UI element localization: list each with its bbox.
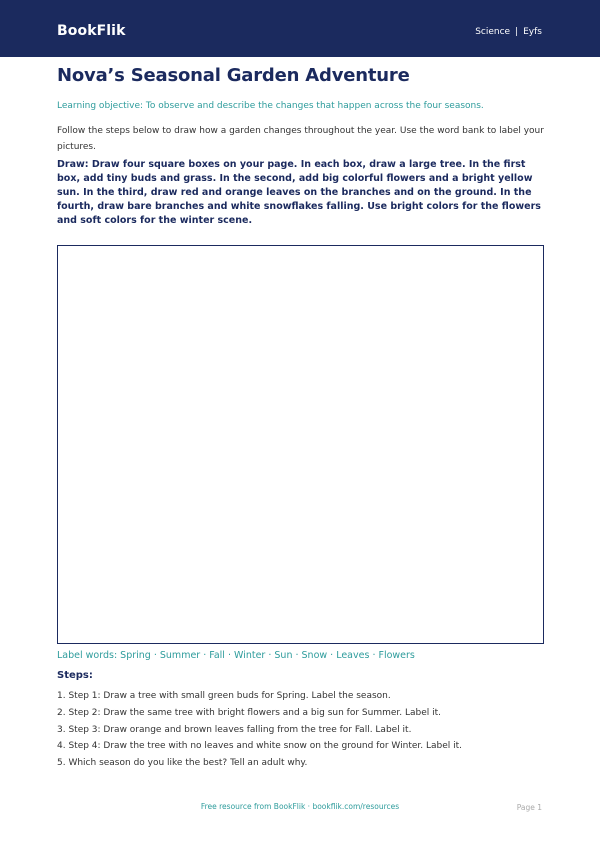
- brand-logo[interactable]: BookFlik: [57, 23, 126, 39]
- page-title: Nova’s Seasonal Garden Adventure: [57, 65, 410, 86]
- subject-breadcrumb: [475, 27, 542, 37]
- subject-label: Science: [475, 27, 511, 37]
- breadcrumb-separator: |: [515, 27, 519, 37]
- step-item: 3. Step 3: Draw orange and brown leaves falling from the tree for Fall. Label it.: [57, 724, 412, 735]
- level-label: Eyfs: [523, 27, 542, 37]
- steps-list: [57, 688, 462, 772]
- step-item: 5. Which season do you like the best? Tell an adult why.: [57, 758, 308, 769]
- step-item: 4. Step 4: Draw the tree with no leaves and white snow on the ground for Winter. Label it.: [57, 741, 463, 752]
- intro-text: Follow the steps below to draw how a garden changes throughout the year. Use the word bank to label your pictures.: [57, 126, 544, 152]
- page-number: Page 1: [516, 803, 542, 812]
- learning-objective: Learning objective: To observe and describe the changes that happen across the four seasons.: [57, 101, 484, 111]
- footer-link[interactable]: Free resource from BookFlik · bookflik.com/resources: [200, 802, 400, 811]
- step-item: 1. Step 1: Draw a tree with small green buds for Spring. Label the season.: [57, 691, 391, 701]
- drawing-area[interactable]: [57, 245, 544, 644]
- steps-heading: Steps:: [57, 670, 93, 681]
- header-bar: [0, 0, 600, 57]
- step-item: 2. Step 2: Draw the same tree with bright flowers and a big sun for Summer. Label it.: [57, 707, 442, 718]
- draw-instruction: Draw: Draw four square boxes on your page. In each box, draw a large tree. In the first box, add tiny buds and grass. In the second, add big colorful flowers and a bright yellow sun. In the third, draw red and orange leaves on the branches and on the ground. In the fourth, draw bare branches and white snowflakes falling. Use bright colors for the flowers and soft colors for the winter scene.: [57, 159, 541, 226]
- label-word-bank: Label words: Spring · Summer · Fall · Winter · Sun · Snow · Leaves · Flowers: [57, 650, 415, 661]
